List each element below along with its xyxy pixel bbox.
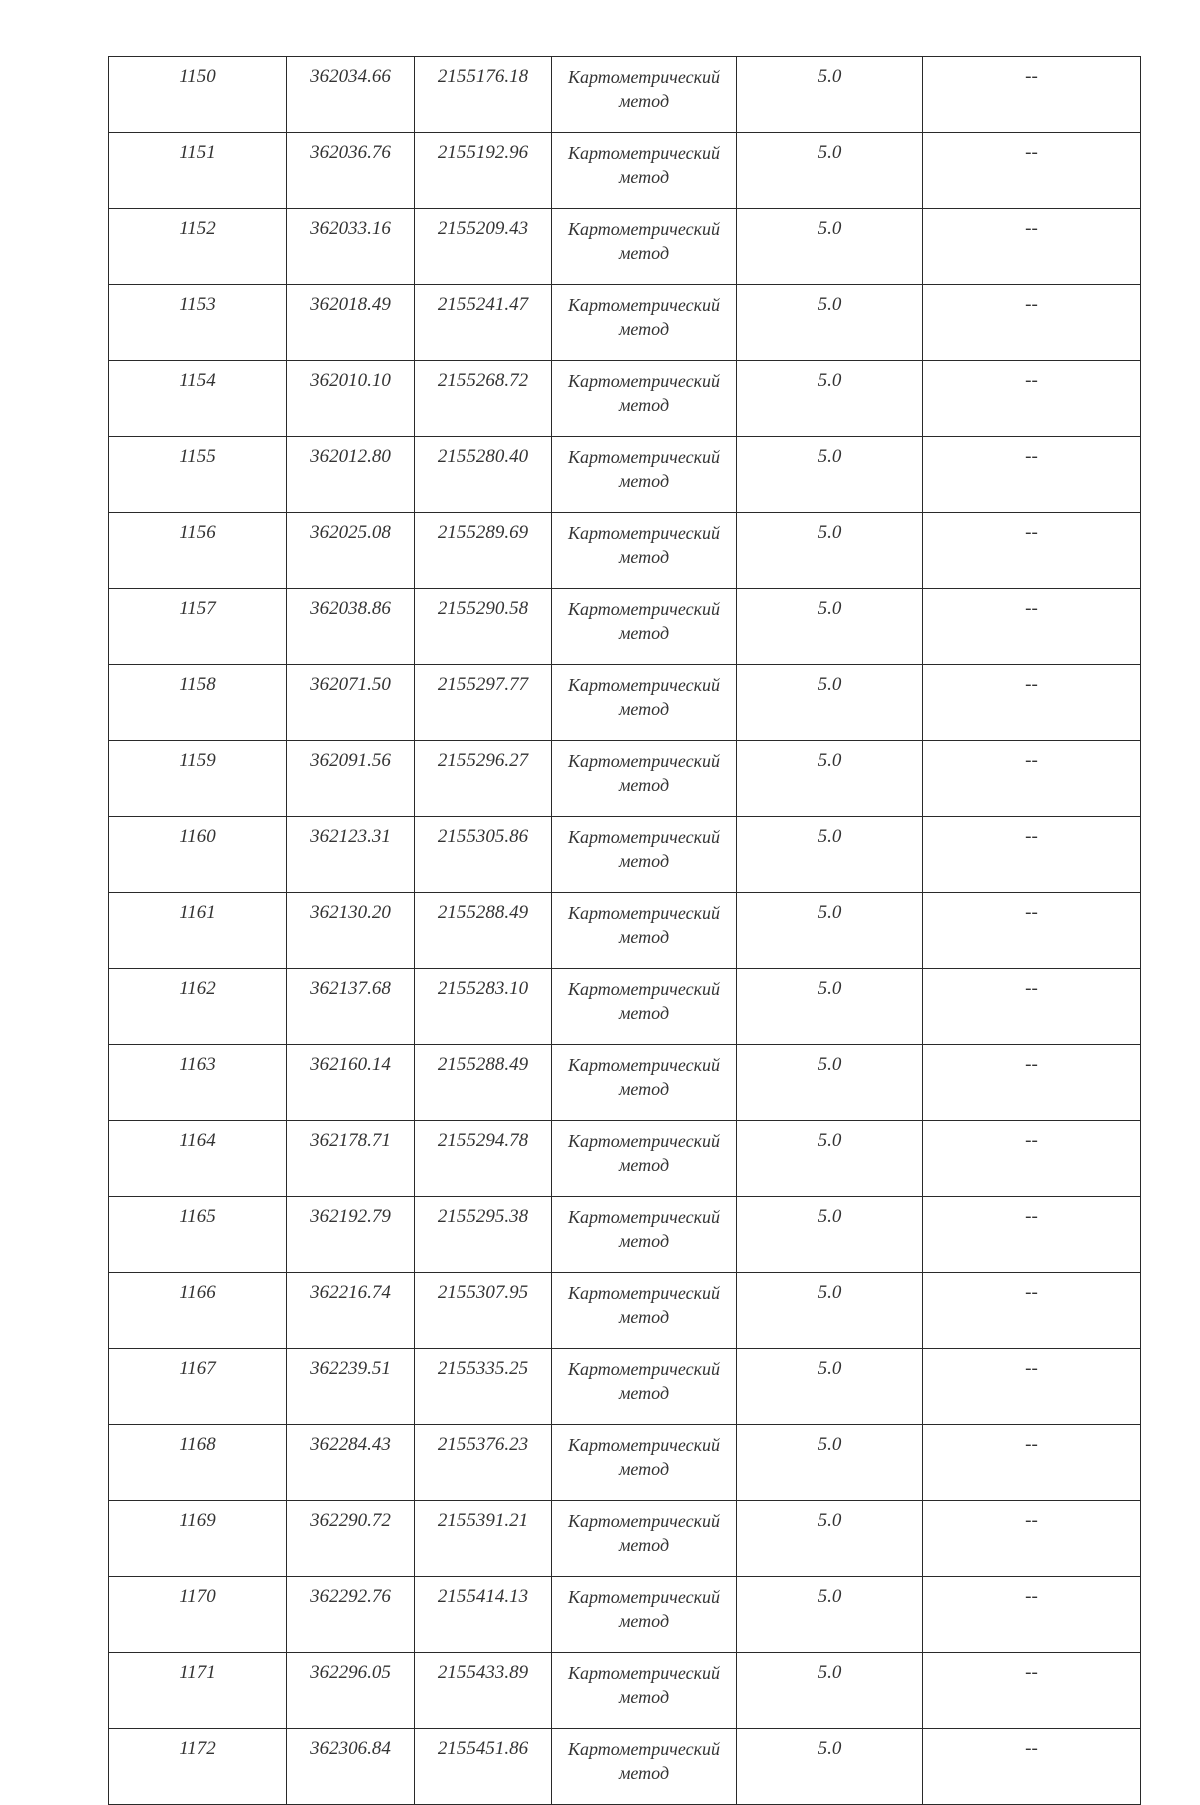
x-coordinate-cell: 362296.05	[287, 1653, 415, 1729]
accuracy-cell: 5.0	[737, 361, 923, 437]
x-coordinate-cell: 362306.84	[287, 1729, 415, 1805]
y-coordinate-cell: 2155280.40	[415, 437, 552, 513]
note-cell: --	[923, 817, 1141, 893]
table-row	[109, 589, 1141, 665]
x-coordinate-cell: 362038.86	[287, 589, 415, 665]
accuracy-cell: 5.0	[737, 1729, 923, 1805]
coordinates-table-body	[109, 57, 1141, 1805]
point-number-cell: 1157	[109, 589, 287, 665]
y-coordinate-cell: 2155289.69	[415, 513, 552, 589]
table-row	[109, 969, 1141, 1045]
point-number-cell: 1152	[109, 209, 287, 285]
x-coordinate-cell: 362036.76	[287, 133, 415, 209]
method-cell: Картометрический метод	[552, 133, 737, 209]
table-row	[109, 513, 1141, 589]
note-cell: --	[923, 1501, 1141, 1577]
note-cell: --	[923, 1349, 1141, 1425]
accuracy-cell: 5.0	[737, 209, 923, 285]
note-cell: --	[923, 285, 1141, 361]
method-cell: Картометрический метод	[552, 969, 737, 1045]
point-number-cell: 1165	[109, 1197, 287, 1273]
x-coordinate-cell: 362160.14	[287, 1045, 415, 1121]
accuracy-cell: 5.0	[737, 513, 923, 589]
table-row	[109, 1577, 1141, 1653]
table-row	[109, 817, 1141, 893]
point-number-cell: 1171	[109, 1653, 287, 1729]
table-row	[109, 1729, 1141, 1805]
y-coordinate-cell: 2155376.23	[415, 1425, 552, 1501]
note-cell: --	[923, 209, 1141, 285]
method-cell: Картометрический метод	[552, 1501, 737, 1577]
x-coordinate-cell: 362292.76	[287, 1577, 415, 1653]
y-coordinate-cell: 2155305.86	[415, 817, 552, 893]
point-number-cell: 1160	[109, 817, 287, 893]
y-coordinate-cell: 2155192.96	[415, 133, 552, 209]
point-number-cell: 1167	[109, 1349, 287, 1425]
y-coordinate-cell: 2155297.77	[415, 665, 552, 741]
x-coordinate-cell: 362137.68	[287, 969, 415, 1045]
method-cell: Картометрический метод	[552, 589, 737, 665]
x-coordinate-cell: 362091.56	[287, 741, 415, 817]
accuracy-cell: 5.0	[737, 437, 923, 513]
x-coordinate-cell: 362284.43	[287, 1425, 415, 1501]
table-row	[109, 437, 1141, 513]
y-coordinate-cell: 2155290.58	[415, 589, 552, 665]
x-coordinate-cell: 362071.50	[287, 665, 415, 741]
table-row	[109, 133, 1141, 209]
note-cell: --	[923, 1425, 1141, 1501]
y-coordinate-cell: 2155335.25	[415, 1349, 552, 1425]
accuracy-cell: 5.0	[737, 1577, 923, 1653]
note-cell: --	[923, 1653, 1141, 1729]
accuracy-cell: 5.0	[737, 1501, 923, 1577]
note-cell: --	[923, 1577, 1141, 1653]
method-cell: Картометрический метод	[552, 893, 737, 969]
note-cell: --	[923, 1197, 1141, 1273]
accuracy-cell: 5.0	[737, 589, 923, 665]
point-number-cell: 1172	[109, 1729, 287, 1805]
x-coordinate-cell: 362123.31	[287, 817, 415, 893]
y-coordinate-cell: 2155209.43	[415, 209, 552, 285]
method-cell: Картометрический метод	[552, 1045, 737, 1121]
method-cell: Картометрический метод	[552, 437, 737, 513]
table-row	[109, 893, 1141, 969]
point-number-cell: 1153	[109, 285, 287, 361]
x-coordinate-cell: 362034.66	[287, 57, 415, 133]
point-number-cell: 1158	[109, 665, 287, 741]
point-number-cell: 1156	[109, 513, 287, 589]
point-number-cell: 1168	[109, 1425, 287, 1501]
x-coordinate-cell: 362130.20	[287, 893, 415, 969]
accuracy-cell: 5.0	[737, 665, 923, 741]
y-coordinate-cell: 2155307.95	[415, 1273, 552, 1349]
table-row	[109, 57, 1141, 133]
point-number-cell: 1151	[109, 133, 287, 209]
accuracy-cell: 5.0	[737, 133, 923, 209]
coordinates-table	[108, 56, 1141, 1805]
point-number-cell: 1166	[109, 1273, 287, 1349]
table-row	[109, 1045, 1141, 1121]
method-cell: Картометрический метод	[552, 1121, 737, 1197]
note-cell: --	[923, 57, 1141, 133]
note-cell: --	[923, 665, 1141, 741]
y-coordinate-cell: 2155288.49	[415, 1045, 552, 1121]
note-cell: --	[923, 361, 1141, 437]
accuracy-cell: 5.0	[737, 1121, 923, 1197]
accuracy-cell: 5.0	[737, 893, 923, 969]
point-number-cell: 1154	[109, 361, 287, 437]
note-cell: --	[923, 133, 1141, 209]
note-cell: --	[923, 1273, 1141, 1349]
note-cell: --	[923, 1121, 1141, 1197]
accuracy-cell: 5.0	[737, 1425, 923, 1501]
y-coordinate-cell: 2155414.13	[415, 1577, 552, 1653]
accuracy-cell: 5.0	[737, 1349, 923, 1425]
method-cell: Картометрический метод	[552, 741, 737, 817]
accuracy-cell: 5.0	[737, 969, 923, 1045]
point-number-cell: 1170	[109, 1577, 287, 1653]
method-cell: Картометрический метод	[552, 1577, 737, 1653]
method-cell: Картометрический метод	[552, 285, 737, 361]
point-number-cell: 1164	[109, 1121, 287, 1197]
method-cell: Картометрический метод	[552, 1425, 737, 1501]
x-coordinate-cell: 362010.10	[287, 361, 415, 437]
accuracy-cell: 5.0	[737, 741, 923, 817]
table-row	[109, 1197, 1141, 1273]
note-cell: --	[923, 893, 1141, 969]
x-coordinate-cell: 362012.80	[287, 437, 415, 513]
table-row	[109, 209, 1141, 285]
table-row	[109, 665, 1141, 741]
x-coordinate-cell: 362025.08	[287, 513, 415, 589]
y-coordinate-cell: 2155288.49	[415, 893, 552, 969]
x-coordinate-cell: 362178.71	[287, 1121, 415, 1197]
table-row	[109, 1501, 1141, 1577]
y-coordinate-cell: 2155268.72	[415, 361, 552, 437]
method-cell: Картометрический метод	[552, 1349, 737, 1425]
x-coordinate-cell: 362290.72	[287, 1501, 415, 1577]
note-cell: --	[923, 589, 1141, 665]
method-cell: Картометрический метод	[552, 57, 737, 133]
note-cell: --	[923, 1045, 1141, 1121]
note-cell: --	[923, 969, 1141, 1045]
point-number-cell: 1159	[109, 741, 287, 817]
table-row	[109, 361, 1141, 437]
method-cell: Картометрический метод	[552, 1729, 737, 1805]
table-row	[109, 741, 1141, 817]
x-coordinate-cell: 362239.51	[287, 1349, 415, 1425]
x-coordinate-cell: 362192.79	[287, 1197, 415, 1273]
y-coordinate-cell: 2155241.47	[415, 285, 552, 361]
table-row	[109, 285, 1141, 361]
accuracy-cell: 5.0	[737, 1273, 923, 1349]
accuracy-cell: 5.0	[737, 57, 923, 133]
table-row	[109, 1425, 1141, 1501]
accuracy-cell: 5.0	[737, 1653, 923, 1729]
accuracy-cell: 5.0	[737, 1045, 923, 1121]
point-number-cell: 1169	[109, 1501, 287, 1577]
method-cell: Картометрический метод	[552, 361, 737, 437]
note-cell: --	[923, 1729, 1141, 1805]
method-cell: Картометрический метод	[552, 1653, 737, 1729]
method-cell: Картометрический метод	[552, 1197, 737, 1273]
x-coordinate-cell: 362216.74	[287, 1273, 415, 1349]
method-cell: Картометрический метод	[552, 513, 737, 589]
point-number-cell: 1161	[109, 893, 287, 969]
y-coordinate-cell: 2155451.86	[415, 1729, 552, 1805]
x-coordinate-cell: 362033.16	[287, 209, 415, 285]
y-coordinate-cell: 2155433.89	[415, 1653, 552, 1729]
y-coordinate-cell: 2155283.10	[415, 969, 552, 1045]
method-cell: Картометрический метод	[552, 1273, 737, 1349]
table-row	[109, 1653, 1141, 1729]
x-coordinate-cell: 362018.49	[287, 285, 415, 361]
point-number-cell: 1150	[109, 57, 287, 133]
method-cell: Картометрический метод	[552, 209, 737, 285]
y-coordinate-cell: 2155176.18	[415, 57, 552, 133]
y-coordinate-cell: 2155295.38	[415, 1197, 552, 1273]
y-coordinate-cell: 2155294.78	[415, 1121, 552, 1197]
accuracy-cell: 5.0	[737, 817, 923, 893]
note-cell: --	[923, 513, 1141, 589]
table-row	[109, 1273, 1141, 1349]
point-number-cell: 1162	[109, 969, 287, 1045]
note-cell: --	[923, 741, 1141, 817]
y-coordinate-cell: 2155296.27	[415, 741, 552, 817]
point-number-cell: 1155	[109, 437, 287, 513]
point-number-cell: 1163	[109, 1045, 287, 1121]
method-cell: Картометрический метод	[552, 665, 737, 741]
accuracy-cell: 5.0	[737, 285, 923, 361]
table-row	[109, 1349, 1141, 1425]
method-cell: Картометрический метод	[552, 817, 737, 893]
table-row	[109, 1121, 1141, 1197]
accuracy-cell: 5.0	[737, 1197, 923, 1273]
y-coordinate-cell: 2155391.21	[415, 1501, 552, 1577]
note-cell: --	[923, 437, 1141, 513]
